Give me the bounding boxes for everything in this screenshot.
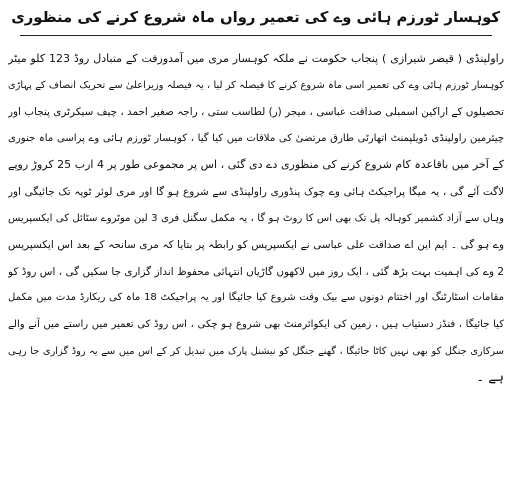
headline: کوہسار ٹورزم ہائی وے کی تعمیر رواں ماہ شروع کرنے کی منظوری xyxy=(11,9,500,26)
body-line: راولپنڈی ( قیصر شیرازی ) پنجاب حکومت نے ملکہ کوہسار مری میں آمدورفت کے متبادل روڈ 123 کلو میٹر xyxy=(8,52,504,65)
body-line: چیئرمین راولپنڈی ڈویلپمنٹ اتھارٹی طارق مرتضیٰ کی ملاقات میں کیا گیا ، کوہسار ٹورزم ہائی وے پراسی ماہ جنوری xyxy=(8,132,504,144)
body-line: سرکاری جنگل کو بھی نہیں کاٹا جائیگا ، گھنے جنگل کو نیشنل پارک میں تبدیل کر کے اس میں سے یہ روڈ گزاری جا رہی xyxy=(8,345,504,357)
body-line: کیا جائیگا ، فنڈز دستیاب ہیں ، زمین کی ایکوائرمنٹ بھی شروع ہو چکی ، اس روڈ کی تعمیر میں راستے میں آنے والے xyxy=(8,318,504,330)
body-line: کوہسار ٹورزم ہائی وے کی تعمیر اسی ماہ شروع کرنے کا فیصلہ کر لیا ، یہ فیصلہ وزیراعلیٰ سے تحریک انصاف کے پہاڑی xyxy=(8,79,504,91)
body-line: تحصیلوں کے اراکین اسمبلی صداقت عباسی ، میجر (ر) لطاسب ستی ، راجہ صغیر احمد ، چیف سیکرٹری پنجاب اور xyxy=(8,106,504,119)
body-line: لاگت آئے گی ، یہ میگا پراجیکٹ ہائی وے چوک پنڈوری راولپنڈی سے شروع ہو گا اور مری لوئر ٹوپہ تک جائیگی اور xyxy=(8,185,504,198)
headline-underline xyxy=(20,35,492,36)
body-line: وہاں سے آزاد کشمیر کوہالہ پل تک بھی اس کا روٹ ہو گا ، یہ مکمل سگنل فری 3 لین موٹروے سٹائل کی ایکسپریس xyxy=(8,212,504,224)
body-line: وے ہو گی ۔ ایم این اے صداقت علی عباسی نے ایکسپریس کو رابطہ پر بتایا کہ مری سانحہ کے بعد اس ایکسپریس xyxy=(8,239,504,252)
body-line: مقامات اسٹارٹنگ اور اختتام دونوں سے بیک وقت شروع کیا جائیگا اور یہ پراجیکٹ 18 ماہ کی ریکارڈ مدت میں مکمل xyxy=(8,292,504,304)
body-line: 2 وے کی اہمیت بہت بڑھ گئی ، ایک روز میں لاکھوں گاڑیاں انتہائی محفوظ انداز گزاری جا سکیں گی ، اس روڈ کو xyxy=(8,265,504,278)
article-body xyxy=(8,46,504,392)
body-line-last: ہے ۔ xyxy=(476,370,504,386)
body-line: کے آخر میں باقاعدہ کام شروع کرنے کی منظوری دے دی گئی ، اس پر مجموعی طور پر 4 ارب 25 کروڑ روپے xyxy=(8,158,504,172)
